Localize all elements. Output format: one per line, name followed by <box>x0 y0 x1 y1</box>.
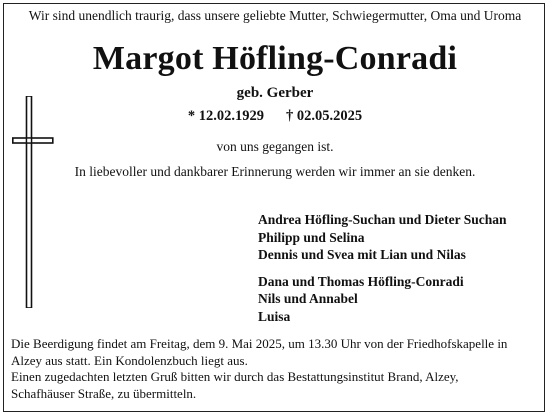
mourner-line: Nils und Annabel <box>258 291 358 306</box>
maiden-name: geb. Gerber <box>236 85 314 101</box>
mourner-line: Luisa <box>258 308 291 324</box>
deceased-name: Margot Höfling-Conradi <box>92 40 458 77</box>
mourners-group-2 <box>258 273 507 326</box>
mourner-line: Philipp und Selina <box>258 229 365 245</box>
mourner-line: Dennis und Svea mit Lian und Nilas <box>258 247 466 262</box>
death-date: † 02.05.2025 <box>286 108 363 124</box>
life-dates <box>0 108 550 125</box>
mourner-line: Dana und Thomas Höfling-Conradi <box>258 273 464 289</box>
mourners-group-1 <box>258 211 507 264</box>
birth-date: * 12.02.1929 <box>187 108 264 124</box>
funeral-line: Schafhäuser Straße, zu übermitteln. <box>11 385 197 401</box>
cross-icon <box>12 96 54 308</box>
mourners-list <box>258 211 507 334</box>
memory-text: In liebevoller und dankbarer Erinnerung werden wir immer an sie denken. <box>74 164 476 179</box>
funeral-line: Die Beerdigung findet am Freitag, dem 9. Mai 2025, um 13.30 Uhr von der Friedhofskapelle in <box>11 336 508 351</box>
funeral-line: Einen zugedachten letzten Gruß bitten wir durch das Bestattungsinstitut Brand, Alzey, <box>11 369 459 384</box>
funeral-info <box>11 336 541 402</box>
passed-away-text: von uns gegangen ist. <box>216 139 334 154</box>
intro-text: Wir sind unendlich traurig, dass unsere geliebte Mutter, Schwiegermutter, Oma und Uroma <box>28 8 522 23</box>
mourner-line: Andrea Höfling-Suchan und Dieter Suchan <box>258 212 507 227</box>
funeral-line: Alzey aus statt. Ein Kondolenzbuch liegt aus. <box>11 352 248 368</box>
